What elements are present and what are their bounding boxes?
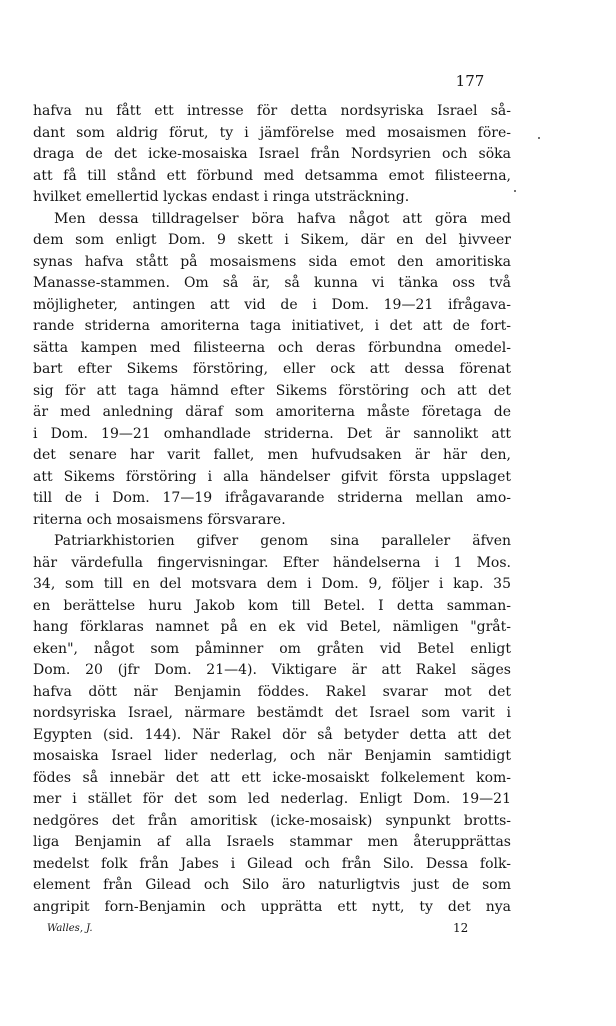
text-line: bart efter Sikems förstöring, eller ock att dessa förenat [33, 361, 511, 377]
text-line: angripit forn-Benjamin och upprätta ett nytt, ty det nya [33, 898, 511, 915]
text-line: liga Benjamin af alla Israels stammar men återupprättas [33, 834, 511, 850]
text-line: hvilket emellertid lyckas endast i ringa utsträckning. [33, 189, 410, 205]
text-line: rande striderna amoriterna taga initiativet, i det att de fort- [33, 318, 511, 334]
text-line: födes så innebär det att ett icke-mosaiskt folkelement kom- [33, 769, 511, 786]
text-line: element från Gilead och Silo äro naturligtvis just de som [33, 877, 511, 893]
text-line: 34, som till en del motsvara dem i Dom. 9, följer i kap. 35 [33, 576, 511, 592]
text-line: hafva dött när Benjamin föddes. Rakel svarar mot det [33, 683, 511, 700]
text-line: Egypten (sid. 144). När Rakel dör så betyder detta att det [33, 726, 511, 743]
text-line: dem som enligt Dom. 9 skett i Sikem, där en del ḫivveer [33, 232, 511, 248]
text-line: en berättelse huru Jakob kom till Betel. I detta samman- [33, 597, 511, 614]
page-number: 177 [455, 72, 485, 90]
text-line: mer i stället för det som led nederlag. Enligt Dom. 19—21 [33, 791, 511, 807]
text-line: nordsyriska Israel, närmare bestämdt det Israel som varit i [33, 705, 511, 721]
text-line: att Sikems förstöring i alla händelser gifvit första uppslaget [33, 468, 511, 485]
text-line: eken", något som påminner om gråten vid Betel enligt [33, 640, 511, 657]
text-line: att få till stånd ett förbund med detsamma emot filisteerna, [33, 167, 511, 184]
footer-signature: Walles, J. [47, 923, 93, 934]
text-line: riterna och mosaismens försvarare. [33, 511, 286, 528]
footer-sheet-number: 12 [453, 921, 469, 935]
text-line: mosaiska Israel lider nederlag, och när Benjamin samtidigt [33, 748, 511, 764]
text-line: hafva nu fått ett intresse för detta nordsyriska Israel så- [33, 103, 511, 119]
paper-speck [514, 190, 516, 192]
text-line: Patriarkhistorien gifver genom sina paralleler äfven [54, 533, 511, 549]
text-line: dant som aldrig förut, ty i jämförelse med mosaismen före- [33, 124, 511, 141]
text-line: i Dom. 19—21 omhandlade striderna. Det är sannolikt att [33, 425, 511, 442]
body-text [33, 101, 511, 918]
text-line: nedgöres det från amoritisk (icke-mosaisk) synpunkt brotts- [33, 812, 511, 829]
text-line: är med anledning däraf som amoriterna måste företaga de [33, 404, 511, 420]
text-line: Dom. 20 (jfr Dom. 21—4). Viktigare är att Rakel säges [33, 662, 511, 678]
text-line: det senare har varit fallet, men hufvudsaken är här den, [33, 447, 511, 463]
text-line: sätta kampen med filisteerna och deras förbundna omedel- [33, 339, 511, 356]
text-line: synas hafva stått på mosaismens sida emot den amoritiska [33, 253, 511, 270]
text-line: Manasse-stammen. Om så är, så kunna vi tänka oss två [33, 275, 511, 291]
text-line: hang förklaras namnet på en ek vid Betel, nämligen "gråt- [33, 619, 511, 635]
text-line: medelst folk från Jabes i Gilead och från Silo. Dessa folk- [33, 855, 511, 872]
text-line: här värdefulla fingervisningar. Efter händelserna i 1 Mos. [33, 554, 511, 571]
text-line: draga de det icke-mosaiska Israel från Nordsyrien och söka [33, 146, 511, 162]
text-line: möjligheter, antingen att vid de i Dom. 19—21 ifrågava- [33, 296, 511, 313]
text-line: till de i Dom. 17—19 ifrågavarande striderna mellan amo- [33, 490, 511, 506]
text-line: Men dessa tilldragelser böra hafva något att göra med [54, 210, 511, 227]
text-line: sig för att taga hämnd efter Sikems förstöring och att det [33, 382, 511, 399]
paper-speck [538, 137, 540, 139]
